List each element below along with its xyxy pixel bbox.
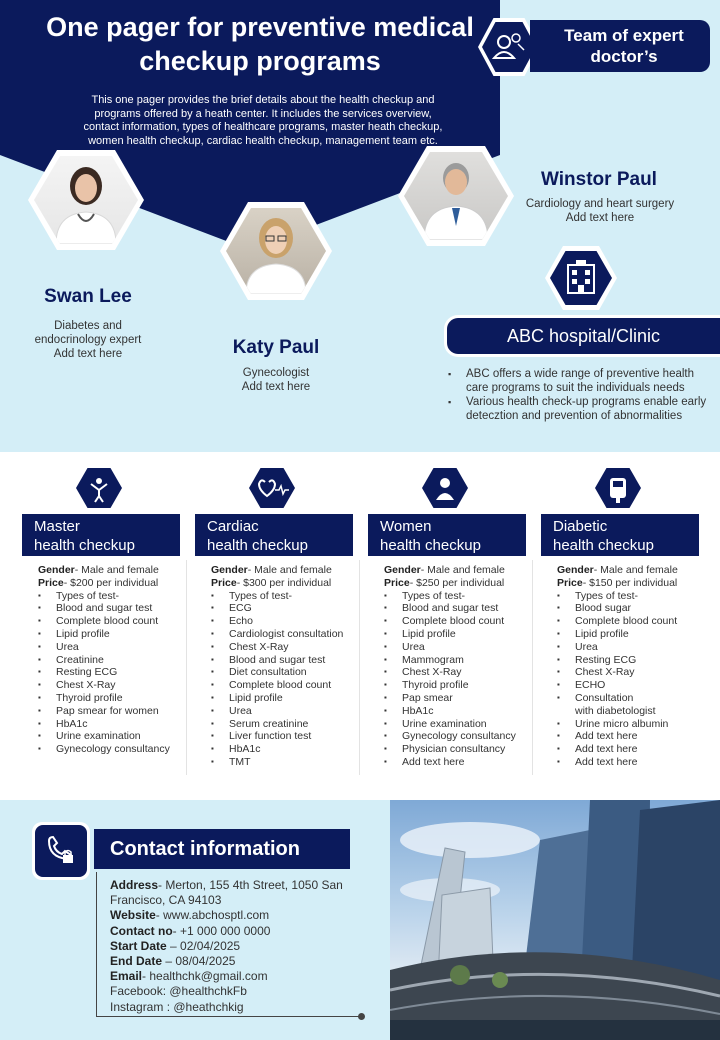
list-item: ▪ Lipid profile [384, 628, 532, 641]
glucometer-icon [595, 468, 641, 508]
list-item: ▪ Chest X-Ray [38, 679, 186, 692]
program-title: Cardiac health checkup [195, 514, 353, 556]
intro-section [0, 0, 720, 452]
divider [186, 560, 187, 775]
list-item: ▪ Add text here [557, 743, 705, 756]
contact-instagram: Instagram : @heathchkig [110, 999, 244, 1014]
list-item: ▪ Types of test- [557, 590, 705, 603]
list-item: ▪ Gynecology consultancy [384, 730, 532, 743]
list-item: ▪ Lipid profile [557, 628, 705, 641]
program-title: Master health checkup [22, 514, 180, 556]
list-item: ▪ Complete blood count [211, 679, 359, 692]
list-item: ▪ Types of test- [38, 590, 186, 603]
list-item: ▪ HbA1c [211, 743, 359, 756]
list-item: ▪ Consultation [557, 692, 705, 705]
list-item: ▪ Types of test- [211, 590, 359, 603]
list-item: ▪ Complete blood count [384, 615, 532, 628]
program-diabetic [541, 468, 701, 788]
contact-title: Contact information [94, 829, 350, 869]
heartbeat-icon [249, 468, 295, 508]
list-item: ▪ Echo [211, 615, 359, 628]
list-item: ▪ Pap smear [384, 692, 532, 705]
program-title: Diabetic health checkup [541, 514, 699, 556]
list-item: ▪ Thyroid profile [38, 692, 186, 705]
divider [96, 1016, 360, 1017]
list-item: ▪ Add text here [557, 730, 705, 743]
list-item: ▪ Resting ECG [557, 654, 705, 667]
list-item: ▪ Physician consultancy [384, 743, 532, 756]
list-item: ▪ Liver function test [211, 730, 359, 743]
list-item: ▪ Blood sugar [557, 602, 705, 615]
list-item: ▪ Add text here [557, 756, 705, 769]
program-cardiac [195, 468, 355, 788]
list-item: ▪ Urea [384, 641, 532, 654]
list-item: ▪ Urine examination [384, 718, 532, 731]
divider [532, 560, 533, 775]
list-item: ▪ HbA1c [384, 705, 532, 718]
list-item: ▪ Blood and sugar test [38, 602, 186, 615]
woman-icon [422, 468, 468, 508]
city-building-photo [390, 800, 720, 1040]
list-item: ▪ Pap smear for women [38, 705, 186, 718]
phone-contact-icon [32, 822, 90, 880]
list-item: ▪ TMT [211, 756, 359, 769]
program-master [22, 468, 182, 788]
list-item: ▪ ABC offers a wide range of preventive health care programs to suit the individuals needs [448, 367, 712, 395]
doctor-name-winstor-paul: Winstor Paul [541, 169, 657, 190]
list-item: ▪ Add text here [384, 756, 532, 769]
list-item: ▪ Urea [38, 641, 186, 654]
list-item-continuation: with diabetologist [575, 704, 656, 717]
list-item: ▪ Diet consultation [211, 666, 359, 679]
contact-details: Address- Merton, 155 4th Street, 1050 San Francisco, CA 94103 Website- www.abchosptl.com Contact no- +1 000 000 0000 Start Date – 02/04/2025 End Date – 08/04/2025 Email- healthchk@gmail.com Facebook: @healthchkFb Instagram : @heathchkig [110, 878, 380, 1015]
list-item: ▪ Types of test- [384, 590, 532, 603]
divider [96, 872, 97, 1016]
list-item: ▪ Mammogram [384, 654, 532, 667]
list-item: ▪ Serum creatinine [211, 718, 359, 731]
list-item: ▪ ECG [211, 602, 359, 615]
doctor-desc-winstor-paul: Cardiology and heart surgery Add text here [525, 198, 675, 224]
list-item: ▪ ECHO [557, 679, 705, 692]
contact-facebook: Facebook: @healthchkFb [110, 984, 247, 999]
program-details: Gender- Male and female Price- $200 per individual ▪ Types of test- ▪ Blood and sugar test ▪ Complete blood count ▪ Lipid profile ▪ Urea ▪ Creatinine ▪ Resting ECG ▪ Chest X-Ray ▪ Thyroid profile ▪ Pap smear for women ▪ HbA1c ▪ Urine examination ▪ Gynecology consultancy [38, 564, 186, 756]
doctor-name-katy-paul: Katy Paul [232, 337, 320, 358]
list-item: ▪ Chest X-Ray [557, 666, 705, 679]
list-item: ▪ HbA1c [38, 718, 186, 731]
list-item: ▪ Lipid profile [211, 692, 359, 705]
doctor-desc-katy-paul: Gynecologist Add text here [241, 367, 311, 393]
contact-section [0, 800, 390, 1040]
hospital-title: ABC hospital/Clinic [444, 315, 720, 357]
list-item: ▪ Resting ECG [38, 666, 186, 679]
program-women [368, 468, 528, 788]
list-item: ▪ Various health check-up programs enable early detecztion and prevention of abnormalities [448, 395, 712, 423]
program-details: Gender- Male and female Price- $150 per individual ▪ Types of test- ▪ Blood sugar ▪ Complete blood count ▪ Lipid profile ▪ Urea ▪ Resting ECG ▪ Chest X-Ray ▪ ECHO ▪ Consultation with diabetologist ▪ Urine micro albumin ▪ Add text here ▪ Add text here ▪ Add text here [557, 564, 705, 769]
list-item: ▪ Complete blood count [38, 615, 186, 628]
list-item: ▪ Blood and sugar test [384, 602, 532, 615]
intro-text: This one pager provides the brief details about the health checkup and programs offered by a heath center. It includes the services overview, contact information, types of healthcare programs, master heath checkup, women health checkup, cardiac health checkup, management team etc. [83, 94, 443, 147]
list-item: ▪ Urine examination [38, 730, 186, 743]
program-details: Gender- Male and female Price- $300 per individual ▪ Types of test- ▪ ECG ▪ Echo ▪ Cardiologist consultation ▪ Chest X-Ray ▪ Blood and sugar test ▪ Diet consultation ▪ Complete blood count ▪ Lipid profile ▪ Urea ▪ Serum creatinine ▪ Liver function test ▪ HbA1c ▪ TMT [211, 564, 359, 769]
list-item: ▪ Chest X-Ray [384, 666, 532, 679]
list-item: ▪ Urine micro albumin [557, 718, 705, 731]
doctor-desc-swan-lee: Diabetes and endocrinology expert Add text here [34, 320, 142, 360]
team-label: Team of expert doctor’s [530, 20, 710, 72]
program-details: Gender- Male and female Price- $250 per individual ▪ Types of test- ▪ Blood and sugar test ▪ Complete blood count ▪ Lipid profile ▪ Urea ▪ Mammogram ▪ Chest X-Ray ▪ Thyroid profile ▪ Pap smear ▪ HbA1c ▪ Urine examination ▪ Gynecology consultancy ▪ Physician consultancy ▪ Add text here [384, 564, 532, 769]
list-item: ▪ Chest X-Ray [211, 641, 359, 654]
page-title: One pager for preventive medical checkup programs [46, 12, 474, 76]
list-item: ▪ Thyroid profile [384, 679, 532, 692]
doctor-name-swan-lee: Swan Lee [44, 286, 132, 307]
list-item: ▪ Cardiologist consultation [211, 628, 359, 641]
hospital-building-icon [545, 246, 617, 310]
program-title: Women health checkup [368, 514, 526, 556]
hospital-points [448, 367, 712, 423]
list-item: ▪ Urea [211, 705, 359, 718]
exercise-person-icon [76, 468, 122, 508]
list-item: ▪ Blood and sugar test [211, 654, 359, 667]
list-item: ▪ Lipid profile [38, 628, 186, 641]
list-item: ▪ Creatinine [38, 654, 186, 667]
list-item: ▪ Urea [557, 641, 705, 654]
list-item: ▪ Complete blood count [557, 615, 705, 628]
divider [359, 560, 360, 775]
list-item: ▪ Gynecology consultancy [38, 743, 186, 756]
